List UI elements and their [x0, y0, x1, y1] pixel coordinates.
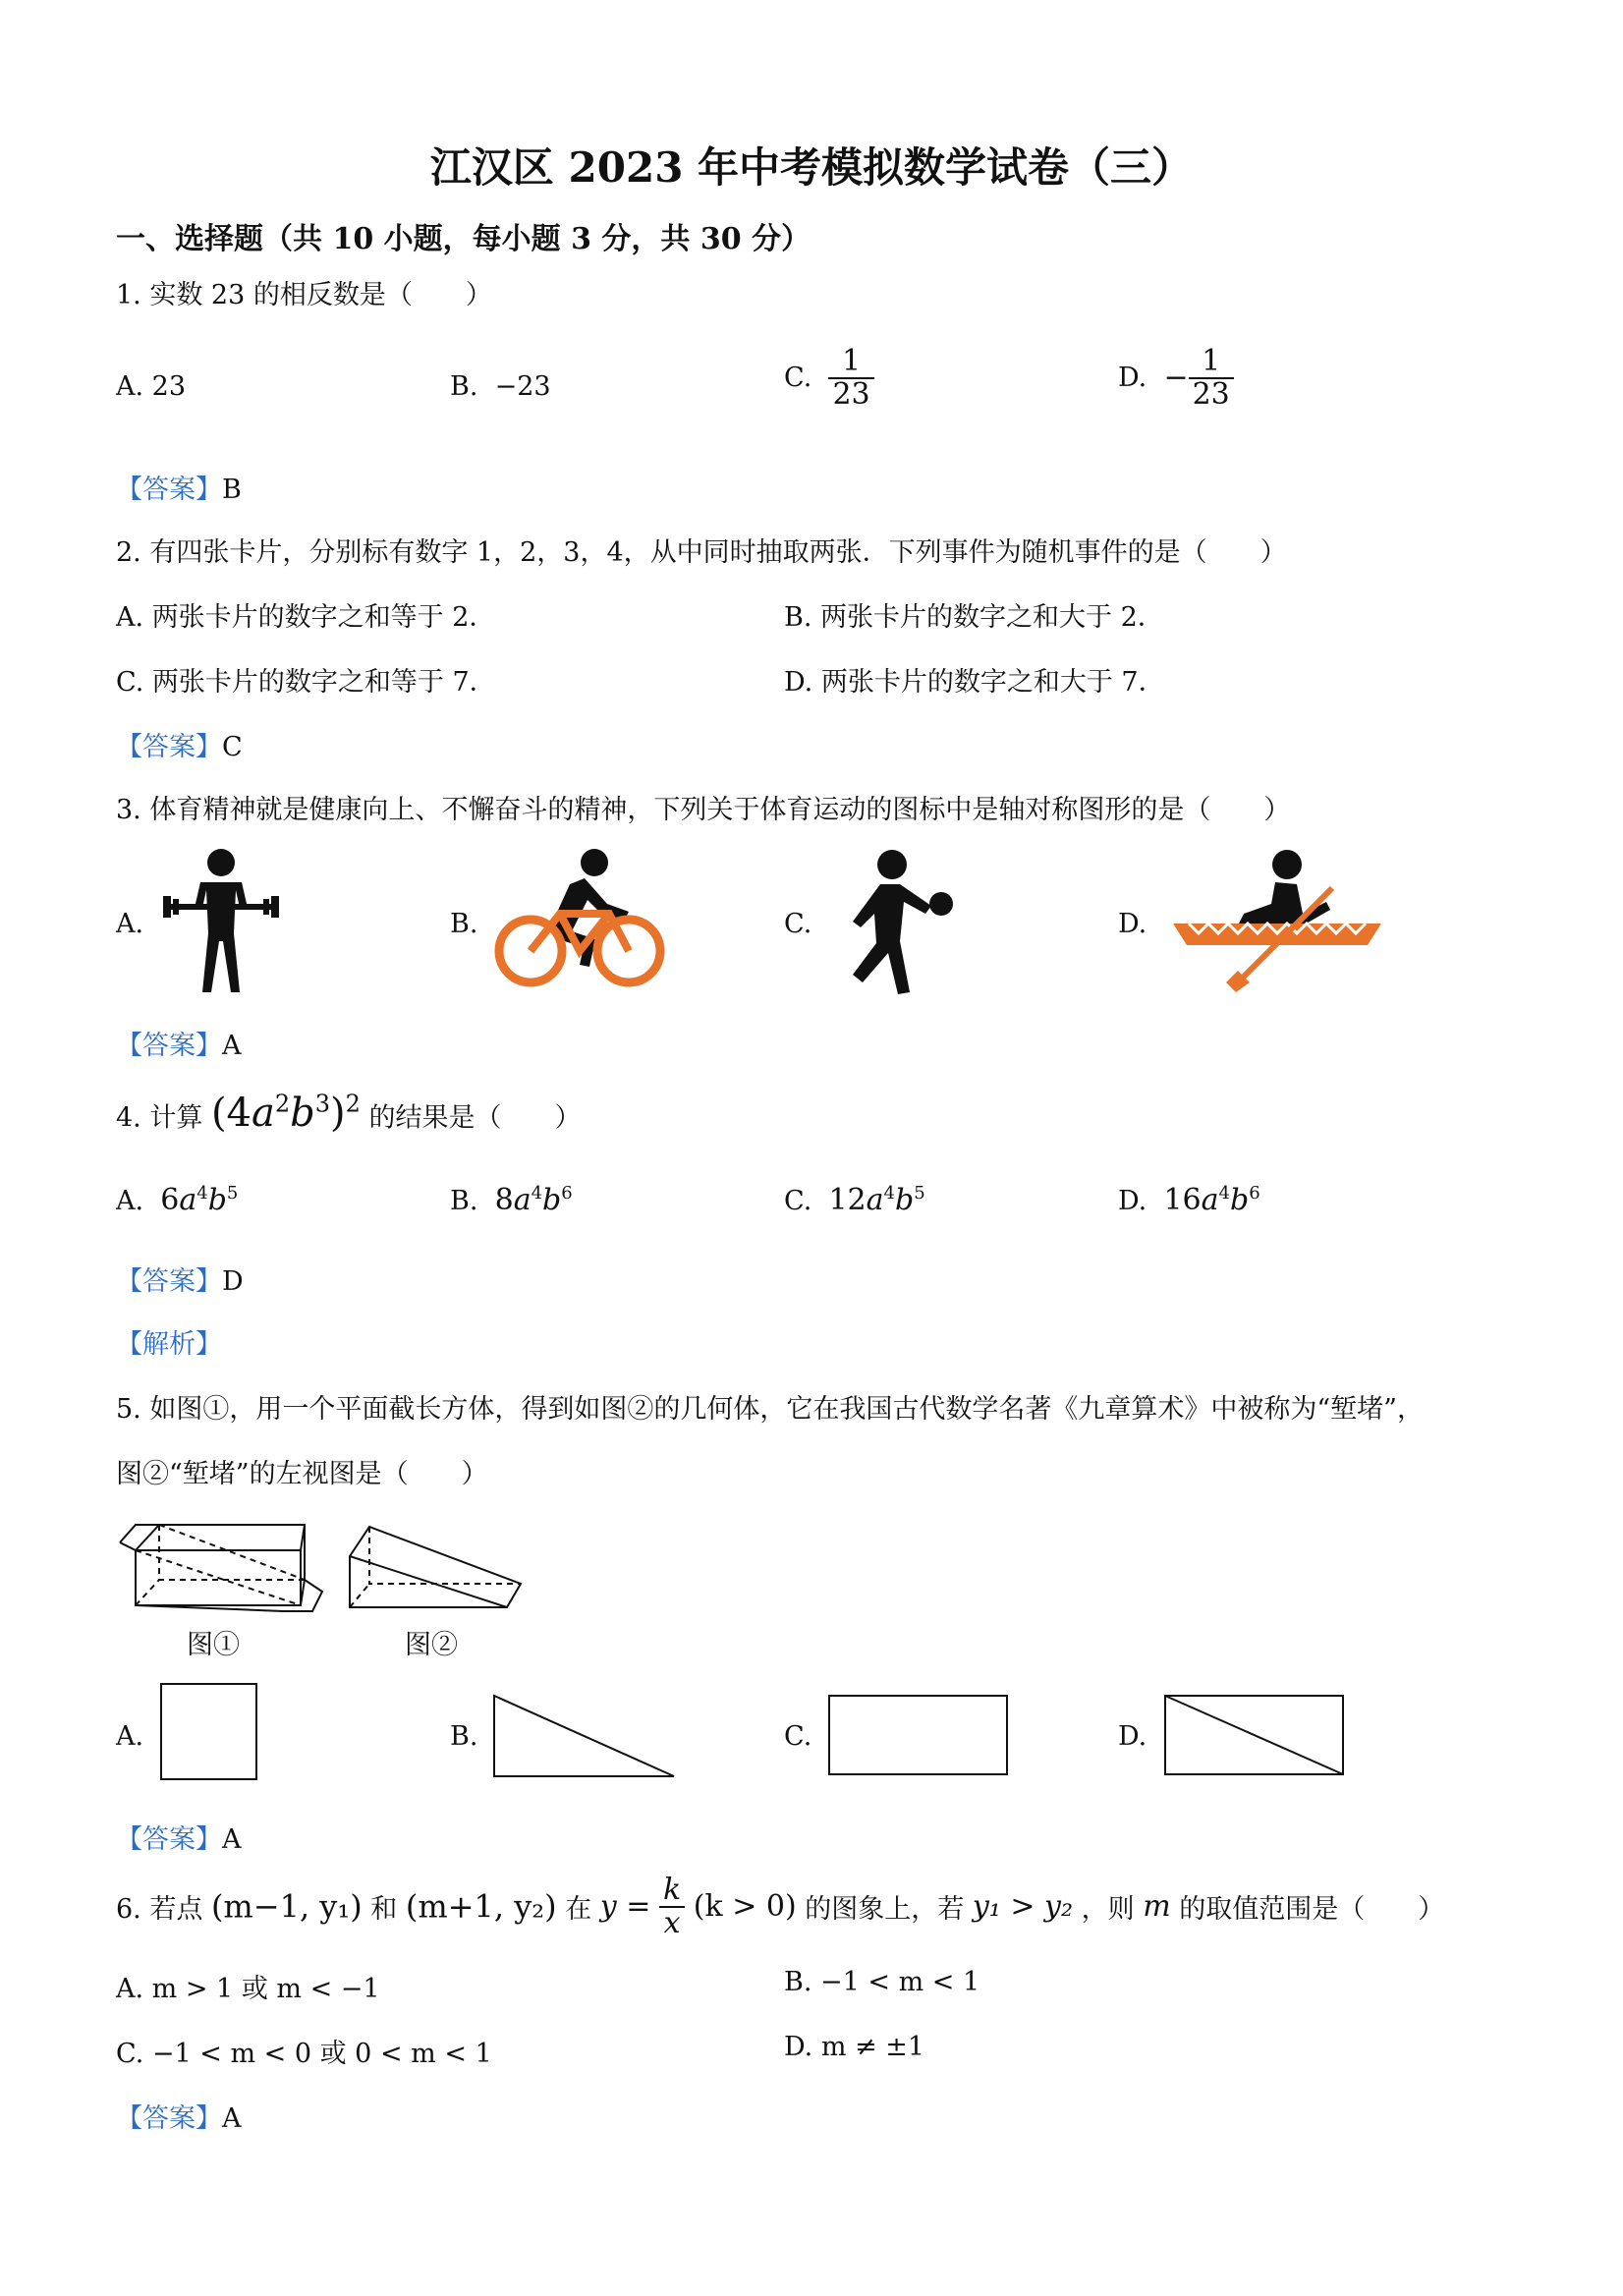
q4-analysis: 【解析】: [116, 1329, 222, 1360]
fraction: $\frac{k}{x}$: [659, 1875, 685, 1938]
q5-answer: 【答案】A: [116, 1824, 242, 1855]
question-5-stem-line-1: 5. 如图①，用一个平面截长方体，得到如图②的几何体，它在我国古代数学名著《九章算术》中被称为“堑堵”，: [116, 1394, 1424, 1425]
rectangle-diagonal-view: [1163, 1694, 1346, 1778]
figure-2-qiandu: [344, 1513, 531, 1621]
question-5-stem-line-2: 图②“堑堵”的左视图是（ ）: [116, 1459, 488, 1489]
figure-2-caption: 图②: [405, 1630, 458, 1660]
q6-option-b: B. −1 < m < 1: [784, 1967, 980, 1997]
question-3-stem: 3. 体育精神就是健康向上、不懈奋斗的精神，下列关于体育运动的图标中是轴对称图形的是（ ）: [116, 795, 1291, 825]
fraction: $\frac{1}{23}$: [828, 346, 873, 410]
page-title: 江汉区 2023 年中考模拟数学试卷（三）: [429, 143, 1194, 192]
q5-option-c: C.: [784, 1721, 812, 1752]
rectangle-view: [827, 1694, 1010, 1778]
q6-answer: 【答案】A: [116, 2103, 242, 2134]
q1-option-c: C. $\frac{1}{23}$: [784, 346, 874, 410]
q1-option-d: D. − $\frac{1}{23}$: [1118, 346, 1234, 410]
q2-option-b: B. 两张卡片的数字之和大于 2．: [784, 602, 1164, 633]
q4-answer: 【答案】D: [116, 1266, 244, 1297]
q4-option-b: B. $8a^4b^6$: [450, 1183, 573, 1217]
q6-option-c: C. −1 < m < 0 或 0 < m < 1: [116, 2039, 492, 2069]
question-6-stem: 6. 若点 (m−1, y₁) 和 (m+1, y₂) 在 y = $\frac{k}{x}$ (k > 0) 的图象上，若 y₁ > y₂ ，则 m 的取值范围是（ ）: [116, 1873, 1445, 1940]
section-heading: 一、选择题（共 10 小题，每小题 3 分，共 30 分）: [116, 222, 812, 256]
q2-answer: 【答案】C: [116, 732, 243, 762]
q5-option-d: D.: [1118, 1721, 1147, 1752]
q4-option-c: C. $12a^4b^5$: [784, 1183, 925, 1217]
expression: $(4a^2b^3)^2$: [210, 1091, 361, 1137]
q6-option-d: D. m ≠ ±1: [784, 2032, 925, 2062]
q6-option-a: A. m > 1 或 m < −1: [116, 1974, 380, 2004]
q2-option-d: D. 两张卡片的数字之和大于 7．: [784, 667, 1165, 698]
rowing-icon: [1169, 845, 1385, 992]
q2-option-c: C. 两张卡片的数字之和等于 7．: [116, 667, 496, 698]
q5-option-a: A.: [116, 1721, 144, 1752]
q3-option-d: D.: [1118, 909, 1147, 939]
question-2-stem: 2. 有四张卡片，分别标有数字 1，2，3，4，从中同时抽取两张．下列事件为随机事件的是（ ）: [116, 537, 1287, 568]
cyclist-icon: [491, 845, 668, 992]
q2-option-a: A. 两张卡片的数字之和等于 2．: [116, 602, 496, 633]
q3-option-b: B.: [450, 909, 478, 939]
weightlifter-icon: [157, 845, 285, 997]
figure-1-cuboid: [116, 1513, 332, 1621]
q3-answer: 【答案】A: [116, 1031, 242, 1061]
question-1-stem: 1. 实数 23 的相反数是（ ）: [116, 280, 492, 310]
q5-option-b: B.: [450, 1721, 478, 1752]
q1-answer: 【答案】B: [116, 475, 242, 505]
q4-option-d: D. $16a^4b^6$: [1118, 1183, 1260, 1217]
q1-option-a: A. 23: [116, 371, 187, 402]
q1-option-b: B. −23: [450, 371, 551, 402]
question-4-stem: 4. 计算 $(4a^2b^3)^2$ 的结果是（ ）: [116, 1091, 582, 1137]
triangle-view: [491, 1692, 678, 1780]
volleyball-icon: [825, 845, 963, 997]
fraction: $\frac{1}{23}$: [1189, 346, 1234, 410]
figure-1-caption: 图①: [187, 1630, 240, 1660]
q4-option-a: A. $6a^4b^5$: [116, 1183, 239, 1217]
q3-option-a: A.: [116, 909, 144, 939]
q3-option-c: C.: [784, 909, 812, 939]
square-view: [159, 1682, 259, 1782]
